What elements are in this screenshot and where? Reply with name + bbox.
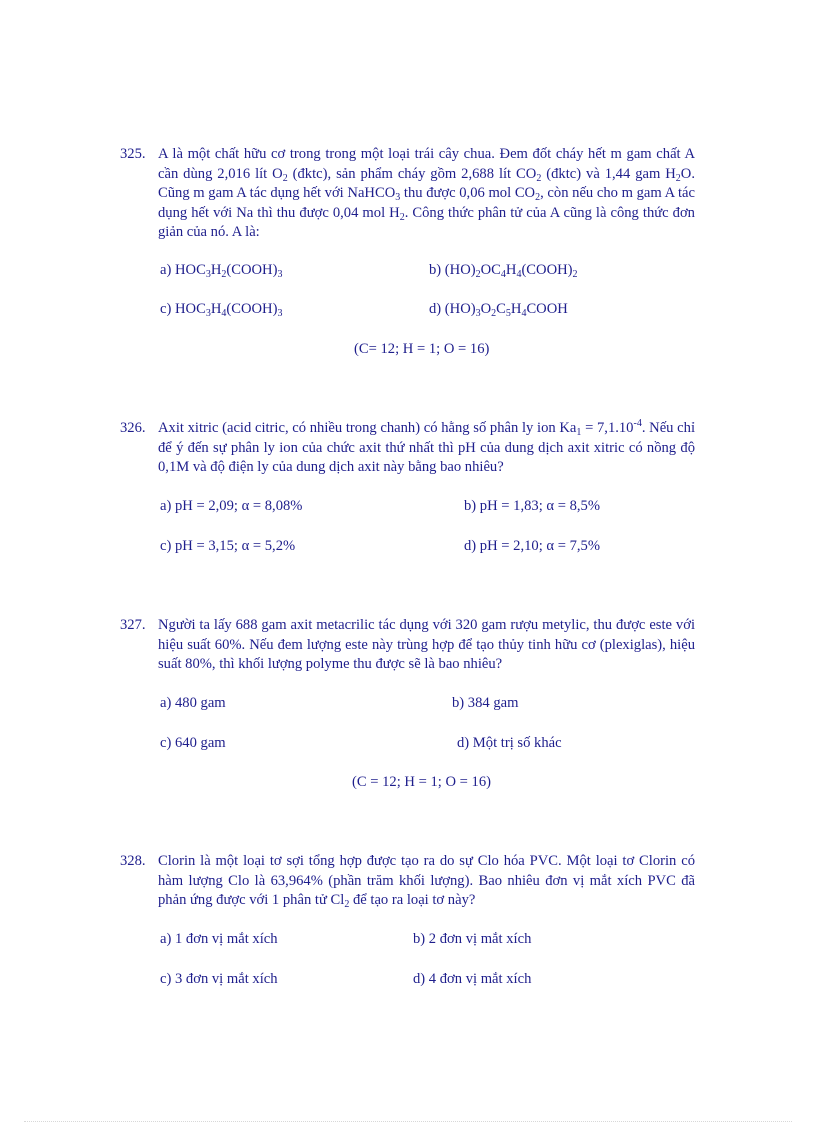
question-number: 325. [120,146,146,162]
atomic-masses-327: (C = 12; H = 1; O = 16) [352,774,492,790]
question-325 [120,145,695,243]
question-number: 327. [120,617,146,633]
option-328-b: b) 2 đơn vị mắt xích [413,931,532,947]
option-326-c: c) pH = 3,15; α = 5,2% [160,538,296,554]
question-327 [120,616,695,675]
question-number: 326. [120,420,146,436]
question-328-text: 328. Clorin là một loại tơ sợi tổng hợp được tạo ra do sự Clo hóa PVC. Một loại tơ Clorin có hàm lượng Clo là 63,964% (phần trăm khối lượng). Bao nhiêu đơn vị mắt xích PVC đã phản ứng được với 1 phân tử $Cl_2$ để tạo ra loại tơ này? [120,853,695,910]
question-325-text: 325. A là một chất hữu cơ trong trong một loại trái cây chua. Đem đốt cháy hết m gam chất A cần dùng 2,016 lít $O_2$ (đktc), sản phẩm cháy gồm 2,688 lít $CO_2$ (đktc) và 1,44 gam $H_2O$. Cũng m gam A tác dụng hết với NaHCO$_3$ thu được 0,06 mol $CO_2$, còn nếu cho m gam A tác dụng hết với Na thì thu được 0,04 mol $H_2$. Công thức phân tử của A cũng là công thức đơn giản của nó. A là: [120,146,696,240]
option-325-b: b) $(HO)_2OC_4H_4(COOH)_2$ [429,262,578,280]
option-325-d: d) $(HO)_3O_2C_5H_4COOH$ [429,301,568,319]
option-328-a: a) 1 đơn vị mắt xích [160,931,278,947]
option-328-d: d) 4 đơn vị mắt xích [413,971,532,987]
option-325-c: c) $HOC_3H_4(COOH)_3$ [160,301,283,319]
page-bottom-divider [24,1121,792,1122]
question-327-text: 327. Người ta lấy 688 gam axit metacrilic tác dụng với 320 gam rượu metylic, thu được este với hiệu suất 60%. Nếu đem lượng este này trùng hợp để tạo thủy tinh hữu cơ (plexiglas), hiệu suất 80%, thì khối lượng polyme thu được sẽ là bao nhiêu? [120,617,695,672]
atomic-masses-325: (C= 12; H = 1; O = 16) [354,341,490,357]
option-325-a: a) $HOC_3H_2(COOH)_3$ [160,262,283,280]
option-327-a: a) 480 gam [160,695,226,711]
option-326-a: a) pH = 2,09; α = 8,08% [160,498,303,514]
option-327-b: b) 384 gam [452,695,519,711]
option-327-c: c) 640 gam [160,735,226,751]
option-328-c: c) 3 đơn vị mắt xích [160,971,278,987]
option-326-d: d) pH = 2,10; α = 7,5% [464,538,600,554]
question-328 [120,852,695,911]
question-326 [120,419,695,478]
option-327-d: d) Một trị số khác [457,735,562,751]
question-number: 328. [120,853,146,869]
question-326-text: 326. Axit xitric (acid citric, có nhiều trong chanh) có hằng số phân ly ion $Ka_1 = 7,1.10^{-4}$. Nếu chỉ để ý đến sự phân ly ion của chức axit thứ nhất thì pH của dung dịch axit xitric có nồng độ 0,1M và độ điện ly của dung dịch axit này bằng bao nhiêu? [120,418,695,475]
option-326-b: b) pH = 1,83; α = 8,5% [464,498,600,514]
